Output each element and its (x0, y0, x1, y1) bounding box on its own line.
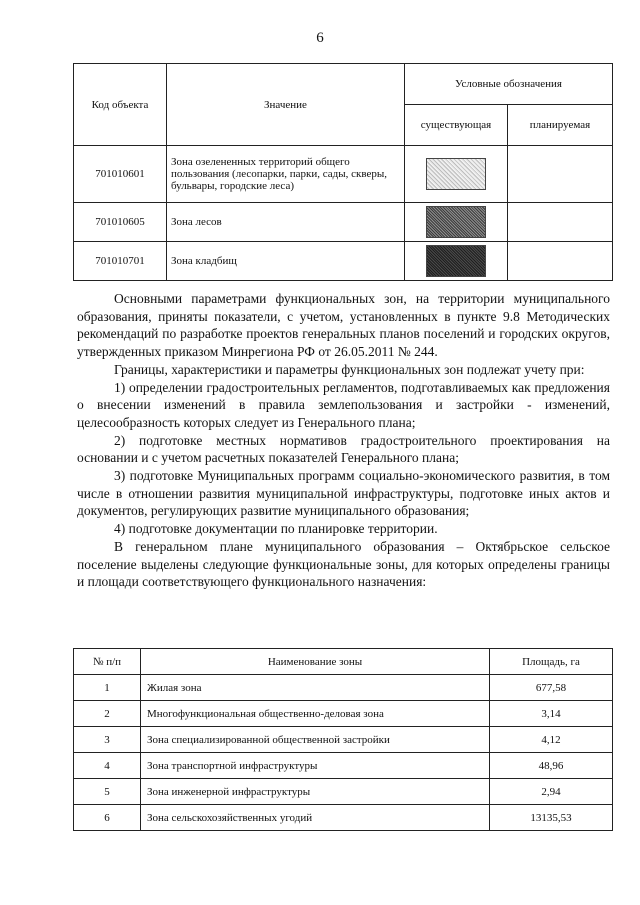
paragraph: Основными параметрами функциональных зон, на территории муниципального образования, приняты показатели, с учетом, установленных в пункте 9.8 Методических рекомендаций по разработке проектов генеральных планов поселений и городских округов, утвержденных приказом Минрегиона РФ от 26.05.2011 № 244. (77, 291, 610, 360)
zone-name: Жилая зона (141, 675, 490, 701)
header-area: Площадь, га (490, 649, 613, 675)
paragraph: 3) подготовке Муниципальных программ социально-экономического развития, в том числе в отношении развития муниципальной инфраструктуры, подготовке иных актов и документов, регулирующих развитие муниципального образования; (77, 468, 610, 519)
row-num: 3 (74, 727, 141, 753)
forest-zone-swatch (426, 206, 486, 238)
planned-legend-cell (508, 203, 613, 242)
legend-table (73, 63, 613, 281)
table-row (74, 701, 613, 727)
zone-meaning: Зона лесов (167, 203, 405, 242)
header-legend: Условные обозначения (405, 64, 613, 105)
zone-area: 4,12 (490, 727, 613, 753)
object-code: 701010701 (74, 242, 167, 281)
header-existing: существующая (405, 105, 508, 146)
page-number: 6 (316, 30, 324, 46)
zone-area: 2,94 (490, 779, 613, 805)
table-row (74, 675, 613, 701)
object-code: 701010601 (74, 146, 167, 203)
row-num: 5 (74, 779, 141, 805)
paragraph: 1) определении градостроительных регламентов, подготавливаемых как предложения о внесении изменений в правила землепользования и застройки - изменений, целесообразность которых следует из Генерального плана; (77, 379, 610, 430)
header-num: № п/п (74, 649, 141, 675)
table-row (74, 242, 613, 281)
table-row (74, 727, 613, 753)
zone-name: Зона сельскохозяйственных угодий (141, 805, 490, 831)
zone-meaning: Зона озелененных территорий общего пользования (лесопарки, парки, сады, скверы, бульвары, городские леса) (167, 146, 405, 203)
cemetery-zone-swatch (426, 245, 486, 277)
object-code: 701010605 (74, 203, 167, 242)
table-row (74, 805, 613, 831)
paragraph: 4) подготовке документации по планировке территории. (114, 521, 438, 537)
zone-area: 677,58 (490, 675, 613, 701)
zone-area: 3,14 (490, 701, 613, 727)
zone-area: 48,96 (490, 753, 613, 779)
zone-name: Зона специализированной общественной застройки (141, 727, 490, 753)
table-row (74, 779, 613, 805)
zone-name: Зона инженерной инфраструктуры (141, 779, 490, 805)
table-row (74, 753, 613, 779)
planned-legend-cell (508, 146, 613, 203)
planned-legend-cell (508, 242, 613, 281)
table-row (74, 203, 613, 242)
header-code: Код объекта (74, 64, 167, 146)
existing-legend-cell (405, 203, 508, 242)
header-meaning: Значение (167, 64, 405, 146)
existing-legend-cell (405, 146, 508, 203)
row-num: 2 (74, 701, 141, 727)
header-name: Наименование зоны (141, 649, 490, 675)
row-num: 6 (74, 805, 141, 831)
green-zone-swatch (426, 158, 486, 190)
zone-name: Зона транспортной инфраструктуры (141, 753, 490, 779)
paragraph: 2) подготовке местных нормативов градостроительного проектирования на основании и с учетом расчетных показателей Генерального плана; (77, 432, 610, 466)
table-row (74, 146, 613, 203)
body-text (77, 290, 610, 591)
row-num: 4 (74, 753, 141, 779)
zones-table (73, 648, 613, 831)
zone-meaning: Зона кладбищ (167, 242, 405, 281)
header-planned: планируемая (508, 105, 613, 146)
zone-area: 13135,53 (490, 805, 613, 831)
existing-legend-cell (405, 242, 508, 281)
row-num: 1 (74, 675, 141, 701)
zone-name: Многофункциональная общественно-деловая зона (141, 701, 490, 727)
paragraph: Границы, характеристики и параметры функциональных зон подлежат учету при: (114, 361, 585, 377)
paragraph: В генеральном плане муниципального образования – Октябрьское сельское поселение выделены следующие функциональные зоны, для которых определены границы и площади соответствующего функционального назначения: (77, 538, 610, 590)
